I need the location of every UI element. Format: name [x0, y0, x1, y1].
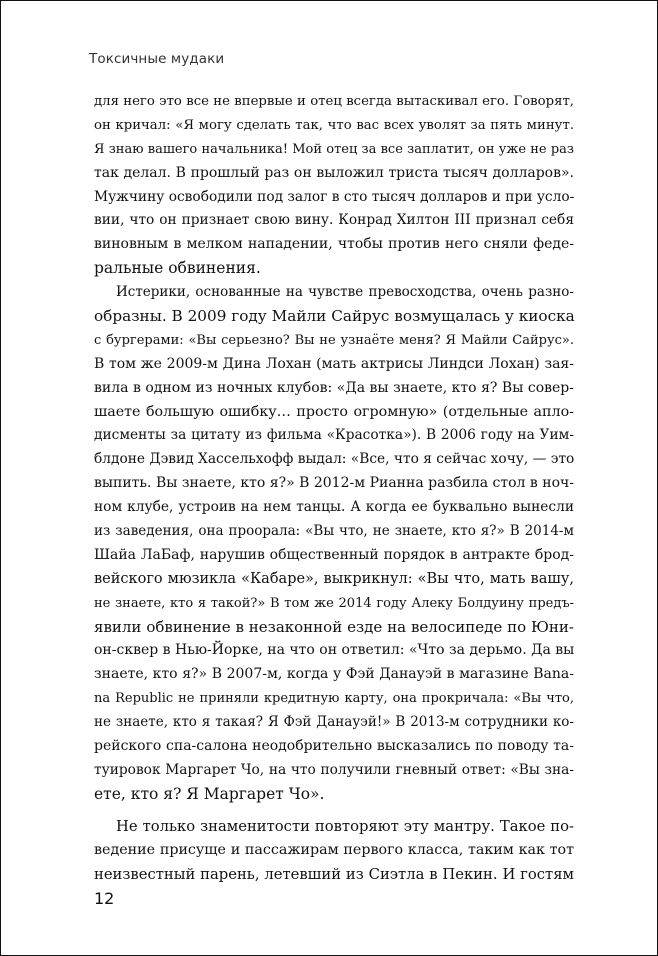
text-line: Мужчину освободили под залог в сто тысяч долларов и при усло-: [94, 188, 575, 205]
text-line: не знаете, кто я такой?» В том же 2014 году Алеку Болдуину предъ-: [94, 595, 574, 611]
text-line: из заведения, она проорала: «Вы что, не знаете, кто я?» В 2014-м: [94, 523, 574, 540]
text-line: с бургерами: «Вы серьезно? Вы не узнаёте меня? Я Майли Сайрус».: [94, 332, 574, 348]
running-header: Токсичные мудаки: [89, 51, 225, 67]
page-number: 12: [94, 889, 115, 908]
text-line: он-сквер в Нью-Йорке, на что он ответил: «Что за дерьмо. Да вы: [94, 642, 575, 659]
text-line: ете, кто я? Я Маргарет Чо».: [94, 784, 325, 803]
text-line: неизвестный парень, летевший из Сиэтла в Пекин. И гостям: [94, 865, 574, 883]
text-line: образны. В 2009 году Майли Сайрус возмущалась у киоска: [94, 307, 575, 326]
text-line: он кричал: «Я могу сделать так, что вас всех уволят за пять минут.: [94, 117, 574, 133]
text-line: Я знаю вашего начальника! Мой отец за все заплатит, он уже не раз: [94, 141, 574, 157]
text-line: знаете, кто я?» В 2007-м, когда у Фэй Данауэй в магазине Bana-: [94, 666, 574, 683]
paragraph-spacer: [94, 807, 574, 815]
text-line: вии, что он признает свою вину. Конрад Хилтон III признал себя: [94, 212, 574, 229]
text-line: В том же 2009-м Дина Лохан (мать актрисы Линдси Лохан) зая-: [94, 355, 574, 372]
paragraph: [94, 281, 574, 807]
text-line: блдоне Дэвид Хассельхофф выдал: «Все, что я сейчас хочу, — это: [94, 451, 575, 468]
text-line: ральные обвинения.: [94, 259, 261, 278]
text-line: не знаете, кто я такая? Я Фэй Данауэй!» В 2013-м сотрудники ко-: [94, 714, 574, 731]
text-line: явили обвинение в незаконной езде на велосипеде по Юни-: [94, 617, 574, 636]
text-line: na Republic не приняли кредитную карту, она прокричала: «Вы что,: [94, 691, 574, 707]
text-line: выпить. Вы знаете, кто я?» В 2012-м Рианна разбила стол в ноч-: [94, 475, 574, 492]
text-line: ном клубе, устроив на нем танцы. А когда ее буквально вынесли: [94, 499, 574, 516]
paragraph: [94, 815, 574, 887]
text-line: Не только знаменитости повторяют эту мантру. Такое по-: [116, 817, 574, 835]
text-line: вейского мюзикла «Кабаре», выкрикнул: «Вы что, мать вашу,: [94, 570, 574, 587]
body-text: [94, 90, 574, 886]
text-line: ведение присуще и пассажирам первого класса, таким как тот: [94, 841, 574, 858]
text-line: для него это все не впервые и отец всегда вытаскивал его. Говорят,: [94, 94, 574, 109]
text-line: дисменты за цитату из фильма «Красотка»). В 2006 году на Уим-: [94, 427, 574, 444]
text-line: виновным в мелком нападении, чтобы против него сняли феде-: [94, 236, 574, 253]
text-line: туировок Маргарет Чо, на что получили гневный ответ: «Вы зна-: [94, 761, 574, 778]
text-line: Шайа ЛаБаф, нарушив общественный порядок в антракте брод-: [94, 546, 574, 563]
text-line: рейского спа-салона неодобрительно высказались по поводу та-: [94, 738, 574, 755]
text-line: шаете большую ошибку… просто огромную» (отдельные апло-: [94, 403, 574, 420]
text-line: Истерики, основанные на чувстве превосходства, очень разно-: [116, 284, 574, 301]
text-line: вила в одном из ночных клубов: «Да вы знаете, кто я? Вы совер-: [94, 379, 574, 396]
text-line: так делал. В прошлый раз он выложил триста тысяч долларов».: [94, 164, 574, 181]
paragraph: [94, 90, 574, 281]
